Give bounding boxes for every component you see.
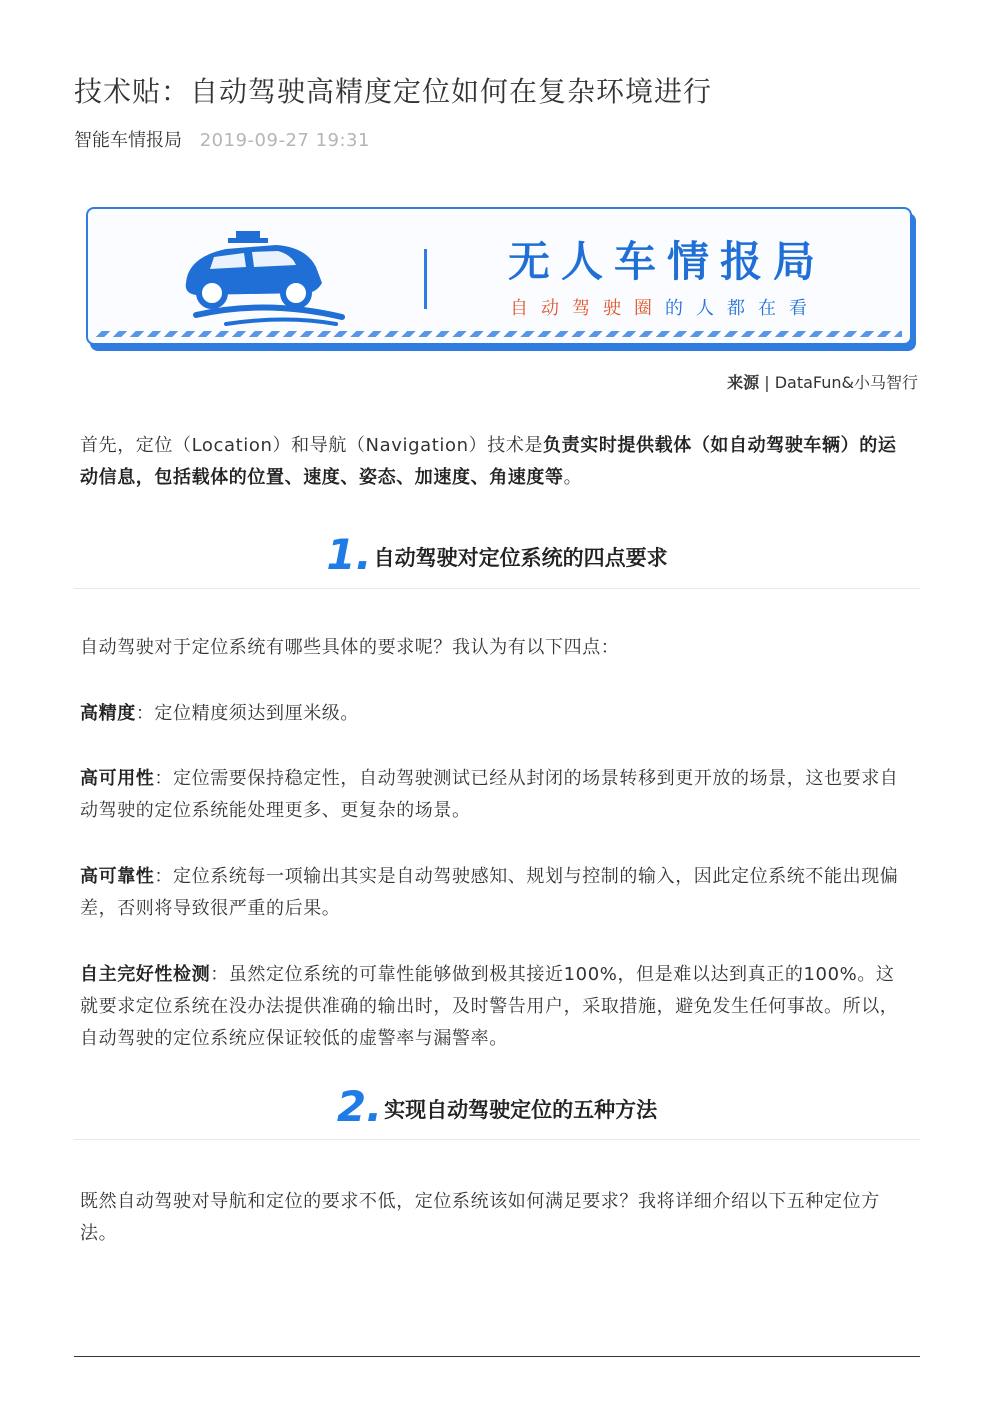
section-number-1: 1.: [326, 530, 372, 579]
section-title-1: 自动驾驶对定位系统的四点要求: [373, 546, 668, 570]
slogan-rest: 的人都在看: [665, 298, 820, 319]
banner-slogan: [510, 297, 820, 321]
section-rule-2: [74, 1139, 920, 1140]
slogan-highlight: 自动驾驶圈: [510, 298, 665, 319]
banner-stripe: [96, 331, 902, 337]
requirement-text: ：虽然定位系统的可靠性能够做到极其接近100%，但是难以达到真正的100%。这就要求定位系统在没办法提供准确的输出时，及时警告用户，采取措施，避免发生任何事故。所以，自动驾驶的定位系统应保证较低的虚警率与漏警率。: [80, 964, 899, 1049]
requirement-item: [80, 763, 913, 827]
page-bottom-rule: [74, 1356, 920, 1357]
source-separator: |: [764, 373, 770, 392]
section2-lead: 既然自动驾驶对导航和定位的要求不低，定位系统该如何满足要求？我将详细介绍以下五种定位方法。: [80, 1191, 880, 1244]
source-value: DataFun&小马智行: [774, 373, 918, 392]
requirement-item: [80, 861, 913, 925]
author-link[interactable]: 智能车情报局: [74, 130, 182, 151]
section-title-2: 实现自动驾驶定位的五种方法: [384, 1098, 658, 1122]
brand-banner: [86, 207, 912, 345]
section1-lead: 自动驾驶对于定位系统有哪些具体的要求呢？我认为有以下四点：: [80, 637, 620, 658]
banner-divider: [424, 249, 427, 309]
publish-date: 2019-09-27 19:31: [199, 130, 370, 151]
source-label: 来源: [727, 373, 760, 392]
intro-text: 首先，定位（Location）和导航（Navigation）技术是: [80, 435, 544, 456]
requirement-term: 高可靠性: [80, 866, 155, 887]
requirement-term: 高可用性: [80, 768, 155, 789]
intro-end: 。: [563, 467, 583, 488]
source-credit: [727, 370, 918, 393]
requirement-text: ：定位系统每一项输出其实是自动驾驶感知、规划与控制的输入，因此定位系统不能出现偏差，否则将导致很严重的后果。: [80, 866, 899, 919]
requirement-text: ：定位需要保持稳定性，自动驾驶测试已经从封闭的场景转移到更开放的场景，这也要求自动驾驶的定位系统能处理更多、更复杂的场景。: [80, 768, 899, 821]
section-number-2: 2.: [336, 1082, 383, 1131]
requirement-item: [80, 698, 913, 730]
section-heading-1: [74, 530, 920, 579]
police-car-icon: [166, 227, 346, 327]
article-meta: [74, 128, 370, 154]
intro-paragraph: [80, 430, 913, 494]
requirement-text: ：定位精度须达到厘米级。: [135, 703, 360, 724]
requirement-term: 高精度: [80, 703, 136, 724]
banner-brand: 无人车情报局: [508, 237, 827, 286]
article-title: 技术贴：自动驾驶高精度定位如何在复杂环境进行: [74, 75, 713, 108]
requirement-item: [80, 959, 913, 1055]
section-heading-2: [74, 1082, 920, 1131]
section-rule-1: [74, 588, 920, 589]
requirement-term: 自主完好性检测: [80, 964, 211, 985]
intro-bold: 负责实时提供载体（如自动驾驶车辆）的运动信息，包括载体的位置、速度、姿态、加速度、角速度等: [80, 435, 897, 488]
